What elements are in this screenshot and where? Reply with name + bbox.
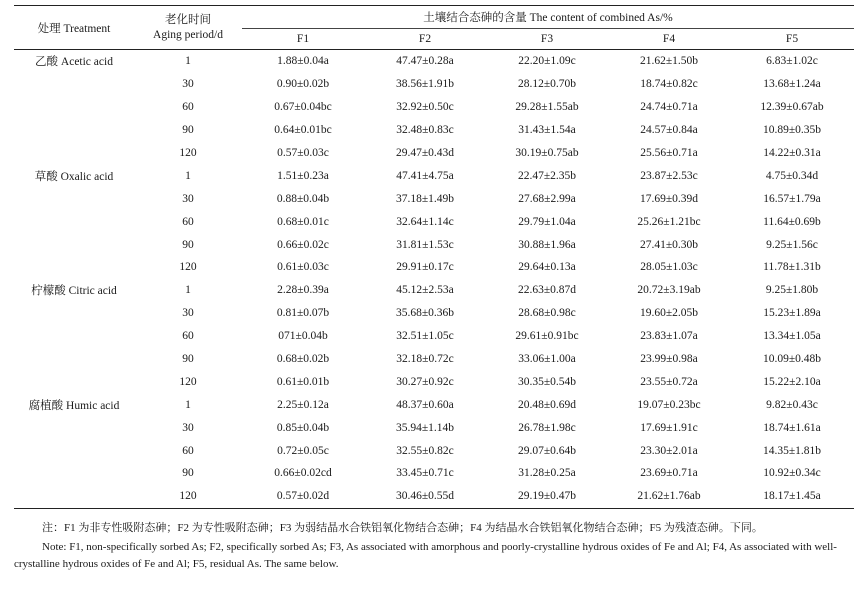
cell-treatment: [14, 256, 134, 279]
cell-treatment: [14, 439, 134, 462]
cell-f5: 10.09±0.48b: [762, 353, 822, 366]
cell-f1: 2.25±0.12a: [277, 398, 329, 411]
cell-f4: 23.69±0.71a: [640, 467, 698, 480]
cell-f5: 12.39±0.67ab: [760, 101, 824, 114]
cell-treatment: [14, 187, 134, 210]
cell-f2: 33.45±0.71c: [396, 467, 454, 480]
cell-f4: 28.05±1.03c: [640, 261, 698, 274]
cell-aging-period: 90: [182, 124, 194, 137]
cell-f5: 15.22±2.10a: [763, 375, 821, 388]
cell-aging-period: 30: [182, 307, 194, 320]
cell-treatment: 草酸 Oxalic acid: [34, 170, 114, 183]
cell-f5: 4.75±0.34d: [765, 169, 819, 182]
cell-f2: 30.46±0.55d: [364, 485, 486, 508]
cell-f1: 0.64±0.01bc: [274, 124, 332, 137]
table-row: [14, 302, 854, 325]
cell-treatment: [14, 142, 134, 165]
cell-f4: 25.26±1.21bc: [637, 215, 701, 228]
cell-f2: 38.56±1.91b: [395, 78, 455, 91]
cell-f4: 19.07±0.23bc: [637, 398, 701, 411]
cell-f3: 22.63±0.87d: [517, 284, 577, 297]
cell-aging-period: 1: [185, 169, 191, 182]
cell-treatment: 柠檬酸 Citric acid: [31, 285, 117, 298]
header-f2: F2: [364, 29, 486, 50]
cell-aging-period: 1: [185, 55, 191, 68]
cell-f3: 30.35±0.54b: [517, 375, 577, 388]
cell-treatment: [14, 73, 134, 96]
cell-f4: 24.74±0.71a: [640, 101, 698, 114]
table-row: [14, 73, 854, 96]
cell-f2: 37.18±1.49b: [395, 192, 455, 205]
cell-f3: 30.88±1.96a: [518, 238, 576, 251]
table-row: [14, 485, 854, 508]
table-row: [14, 142, 854, 165]
cell-f2: 32.92±0.50c: [396, 101, 454, 114]
cell-f3: 22.47±2.35b: [517, 169, 577, 182]
cell-f1: 0.66±0.02cd: [274, 467, 332, 480]
cell-f4: 17.69±1.91c: [640, 421, 698, 434]
cell-f5: 13.34±1.05a: [763, 330, 821, 343]
cell-f3: 31.28±0.25a: [518, 467, 576, 480]
cell-aging-period: 30: [182, 78, 194, 91]
cell-aging-period: 60: [182, 444, 194, 457]
cell-aging-period: 90: [182, 238, 194, 251]
cell-f4: 20.72±3.19ab: [637, 284, 701, 297]
cell-f3: 29.19±0.47b: [486, 485, 608, 508]
cell-f1: 0.85±0.04b: [276, 421, 330, 434]
table-row: [14, 393, 854, 416]
cell-f1: 1.88±0.04a: [277, 55, 329, 68]
header-aging-cn: 老化时间: [165, 13, 211, 26]
cell-f2: 35.94±1.14b: [395, 421, 455, 434]
cell-treatment: [14, 325, 134, 348]
note-chinese: 注：F1 为非专性吸附态砷；F2 为专性吸附态砷；F3 为弱结晶水合铁铝氧化物结合态砷；F4 为结晶水合铁铝氧化物结合态砷；F5 为残渣态砷。下同。: [42, 522, 763, 534]
table-row: [14, 462, 854, 485]
cell-aging-period: 30: [182, 421, 194, 434]
cell-aging-period: 60: [182, 101, 194, 114]
cell-f4: 23.99±0.98a: [640, 353, 698, 366]
cell-f1: 0.61±0.01b: [276, 375, 330, 388]
cell-treatment: [14, 96, 134, 119]
table-body: [14, 50, 854, 509]
cell-f2: 47.47±0.28a: [396, 55, 454, 68]
cell-f3: 28.12±0.70b: [517, 78, 577, 91]
cell-f5: 11.78±1.31b: [763, 261, 821, 274]
header-f4: F4: [608, 29, 730, 50]
cell-f2: 29.91±0.17c: [396, 261, 454, 274]
cell-f3: 29.61±0.91bc: [515, 330, 579, 343]
arsenic-fraction-table: [14, 5, 854, 509]
cell-f2: 48.37±0.60a: [396, 398, 454, 411]
cell-f5: 9.82±0.43c: [766, 398, 818, 411]
cell-f1: 2.28±0.39a: [277, 284, 329, 297]
cell-f3: 30.19±0.75ab: [515, 147, 579, 159]
table-row: [14, 164, 854, 187]
header-aging-en: Aging period/d: [153, 28, 223, 41]
cell-aging-period: 1: [185, 398, 191, 411]
cell-f4: 27.41±0.30b: [639, 238, 699, 251]
cell-f2: 31.81±1.53c: [396, 238, 454, 251]
cell-f1: 0.66±0.02c: [277, 238, 329, 251]
cell-f4: 24.57±0.84a: [640, 124, 698, 137]
table-row: [14, 96, 854, 119]
cell-treatment: 乙酸 Acetic acid: [35, 56, 113, 69]
header-f5: F5: [730, 29, 854, 50]
cell-treatment: [14, 348, 134, 371]
cell-aging-period: 30: [182, 192, 194, 205]
cell-f2: 35.68±0.36b: [395, 307, 455, 320]
cell-treatment: [14, 370, 134, 393]
cell-f3: 29.79±1.04a: [518, 215, 576, 228]
cell-f4: 23.87±2.53c: [640, 169, 698, 182]
cell-f3: 29.07±0.64b: [517, 444, 577, 457]
cell-f2: 32.64±1.14c: [396, 215, 454, 228]
cell-f5: 10.89±0.35b: [762, 124, 822, 137]
cell-f1: 0.88±0.04b: [276, 192, 330, 205]
cell-f4: 18.74±0.82c: [640, 78, 698, 91]
cell-aging-period: 60: [182, 330, 194, 343]
cell-f5: 10.92±0.34c: [763, 467, 821, 480]
cell-treatment: [14, 233, 134, 256]
cell-treatment: [14, 210, 134, 233]
table-row: [14, 233, 854, 256]
cell-aging-period: 60: [182, 215, 194, 228]
cell-treatment: [14, 462, 134, 485]
cell-f1: 0.72±0.05c: [277, 444, 329, 457]
cell-f3: 22.20±1.09c: [518, 55, 576, 68]
cell-f4: 23.83±1.07a: [640, 330, 698, 343]
table-row: [14, 439, 854, 462]
cell-treatment: [14, 485, 134, 508]
table-row: [14, 210, 854, 233]
cell-aging-period: 120: [134, 485, 242, 508]
cell-aging-period: 90: [182, 353, 194, 366]
cell-treatment: 腐植酸 Humic acid: [28, 399, 120, 412]
cell-f2: 32.18±0.72c: [396, 353, 454, 366]
cell-aging-period: 120: [179, 147, 197, 159]
cell-f1: 0.67±0.04bc: [274, 101, 332, 114]
header-f1: F1: [242, 29, 364, 50]
table-row: [14, 50, 854, 73]
cell-f4: 17.69±0.39d: [639, 192, 699, 205]
cell-f4: 19.60±2.05b: [639, 307, 699, 320]
table-row: [14, 187, 854, 210]
cell-f2: 45.12±2.53a: [396, 284, 454, 297]
cell-f5: 14.35±1.81b: [762, 444, 822, 457]
cell-f3: 33.06±1.00a: [518, 353, 576, 366]
note-english: Note: F1, non-specifically sorbed As; F2, specifically sorbed As; F3, As associated with amorphous and poorly-crystalline hydrous oxides of Fe and Al; F4, As associated with well-crystalline hydrous oxides of Fe and Al; F5, residual As. The same below.: [14, 541, 837, 570]
cell-f2: 32.51±1.05c: [396, 330, 454, 343]
table-row: [14, 416, 854, 439]
cell-f5: 9.25±1.56c: [766, 238, 818, 251]
cell-f1: 0.68±0.02b: [276, 353, 330, 366]
cell-f3: 29.64±0.13a: [518, 261, 576, 274]
cell-aging-period: 120: [179, 261, 197, 274]
cell-aging-period: 90: [182, 467, 194, 480]
cell-treatment: [14, 119, 134, 142]
cell-f3: 29.28±1.55ab: [515, 101, 579, 114]
cell-f3: 28.68±0.98c: [518, 307, 576, 320]
cell-f1: 0.90±0.02b: [276, 78, 330, 91]
header-aging: [134, 6, 242, 50]
header-treatment: 处理 Treatment: [14, 6, 134, 50]
cell-f5: 18.74±1.61a: [763, 421, 821, 434]
cell-f2: 32.55±0.82c: [396, 444, 454, 457]
cell-f3: 27.68±2.99a: [518, 192, 576, 205]
table-row: [14, 325, 854, 348]
table-row: [14, 370, 854, 393]
cell-f5: 13.68±1.24a: [763, 78, 821, 91]
cell-f2: 32.48±0.83c: [396, 124, 454, 137]
cell-f1: 0.81±0.07b: [276, 307, 330, 320]
cell-f5: 6.83±1.02c: [766, 55, 818, 68]
cell-treatment: [14, 302, 134, 325]
cell-f5: 11.64±0.69b: [763, 215, 821, 228]
cell-f5: 15.23±1.89a: [763, 307, 821, 320]
cell-aging-period: 120: [179, 375, 197, 388]
cell-f4: 21.62±1.50b: [639, 55, 699, 68]
header-content: 土壤结合态砷的含量 The content of combined As/%: [242, 6, 854, 29]
cell-f4: 23.55±0.72a: [640, 375, 698, 388]
table-row: [14, 279, 854, 302]
cell-treatment: [14, 416, 134, 439]
cell-f4: 23.30±2.01a: [640, 444, 698, 457]
cell-f2: 30.27±0.92c: [396, 375, 454, 388]
table-row: [14, 348, 854, 371]
cell-f5: 14.22±0.31a: [763, 147, 821, 159]
cell-f2: 29.47±0.43d: [395, 147, 455, 159]
table-row: [14, 119, 854, 142]
cell-f5: 9.25±1.80b: [765, 284, 819, 297]
cell-aging-period: 1: [185, 284, 191, 297]
table-notes: [14, 520, 854, 573]
cell-f3: 31.43±1.54a: [518, 124, 576, 137]
cell-f1: 0.61±0.03c: [277, 261, 329, 274]
cell-f2: 47.41±4.75a: [396, 169, 454, 182]
cell-f4: 21.62±1.76ab: [608, 485, 730, 508]
cell-f4: 25.56±0.71a: [640, 147, 698, 159]
cell-f3: 26.78±1.98c: [518, 421, 576, 434]
table-row: [14, 256, 854, 279]
cell-f1: 0.68±0.01c: [277, 215, 329, 228]
cell-f1: 0.57±0.03c: [277, 147, 329, 159]
cell-f5: 16.57±1.79a: [763, 192, 821, 205]
cell-f1: 1.51±0.23a: [277, 169, 329, 182]
cell-f1: 0.57±0.02d: [242, 485, 364, 508]
header-f3: F3: [486, 29, 608, 50]
cell-f5: 18.17±1.45a: [730, 485, 854, 508]
cell-f1: 071±0.04b: [278, 330, 328, 343]
cell-f3: 20.48±0.69d: [517, 398, 577, 411]
